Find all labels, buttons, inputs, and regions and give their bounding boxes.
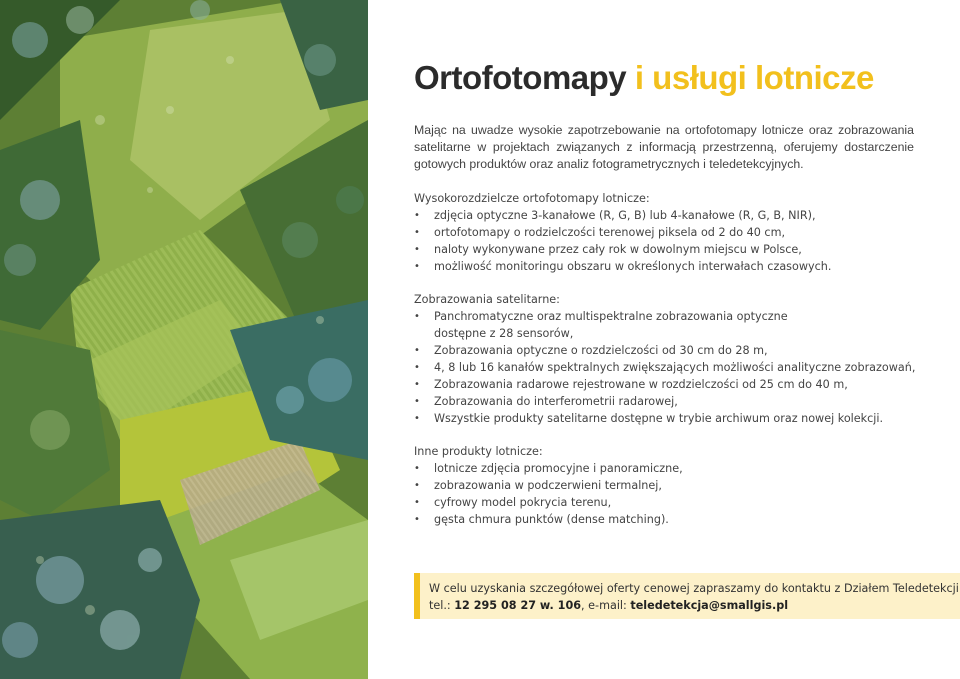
contact-callout	[414, 573, 960, 619]
list-item: • zobrazowania w podczerwieni termalnej,	[414, 477, 914, 494]
section-title: Zobrazowania satelitarne:	[414, 293, 560, 306]
list-item: • możliwość monitoringu obszaru w określonych interwałach czasowych.	[414, 258, 914, 275]
list-item: • ortofotomapy o rodzielczości terenowej piksela od 2 do 40 cm,	[414, 224, 914, 241]
section-satellite-imagery	[414, 291, 914, 427]
email-label: , e-mail:	[581, 599, 627, 612]
bullet-list	[414, 308, 914, 427]
callout-text: W celu uzyskania szczegółowej oferty cenowej zapraszamy do kontaktu z Działem Teledetekcji	[429, 582, 959, 595]
list-item: • naloty wykonywane przez cały rok w dowolnym miejscu w Polsce,	[414, 241, 914, 258]
list-item: • Panchromatyczne oraz multispektralne zobrazowania optyczne dostępne z 28 sensorów,	[414, 308, 834, 342]
list-item: • cyfrowy model pokrycia terenu,	[414, 494, 914, 511]
aerial-forest-photo	[0, 0, 368, 679]
title-accent: i usługi lotnicze	[634, 59, 874, 96]
list-item: • Zobrazowania optyczne o rozdzielczości od 30 cm do 28 m,	[414, 342, 914, 359]
aerial-photo-graphic	[0, 0, 368, 679]
phone-number[interactable]: 12 295 08 27 w. 106	[454, 599, 582, 612]
section-title: Inne produkty lotnicze:	[414, 445, 543, 458]
intro-paragraph: Mając na uwadze wysokie zapotrzebowanie na ortofotomapy lotnicze oraz zobrazowania satelitarne w projektach związanych z informacją przestrzenną, oferujemy dostarczenie gotowych produktów oraz analiz fotogrametrycznych i teledetekcyjnych.	[414, 123, 914, 171]
bullet-list	[414, 460, 914, 528]
section-title: Wysokorozdzielcze ortofotomapy lotnicze:	[414, 192, 650, 205]
list-item: • gęsta chmura punktów (dense matching).	[414, 511, 914, 528]
section-aerial-orthophotos	[414, 190, 914, 275]
email-link[interactable]: teledetekcja@smallgis.pl	[630, 599, 789, 612]
section-other-products	[414, 443, 914, 528]
list-item: • Zobrazowania radarowe rejestrowane w rozdzielczości od 25 cm do 40 m,	[414, 376, 914, 393]
list-item: • Zobrazowania do interferometrii radarowej,	[414, 393, 914, 410]
bullet-list	[414, 207, 914, 275]
contact-line	[429, 597, 960, 614]
page-title	[414, 58, 914, 98]
list-item: • lotnicze zdjęcia promocyjne i panoramiczne,	[414, 460, 914, 477]
list-item: • Wszystkie produkty satelitarne dostępne w trybie archiwum oraz nowej kolekcji.	[414, 410, 914, 427]
list-item: • zdjęcia optyczne 3-kanałowe (R, G, B) lub 4-kanałowe (R, G, B, NIR),	[414, 207, 914, 224]
title-main: Ortofotomapy	[414, 59, 627, 96]
tel-label: tel.:	[429, 599, 451, 612]
main-content	[414, 58, 914, 544]
list-item: • 4, 8 lub 16 kanałów spektralnych zwiększających możliwości analityczne zobrazowań,	[414, 359, 914, 376]
